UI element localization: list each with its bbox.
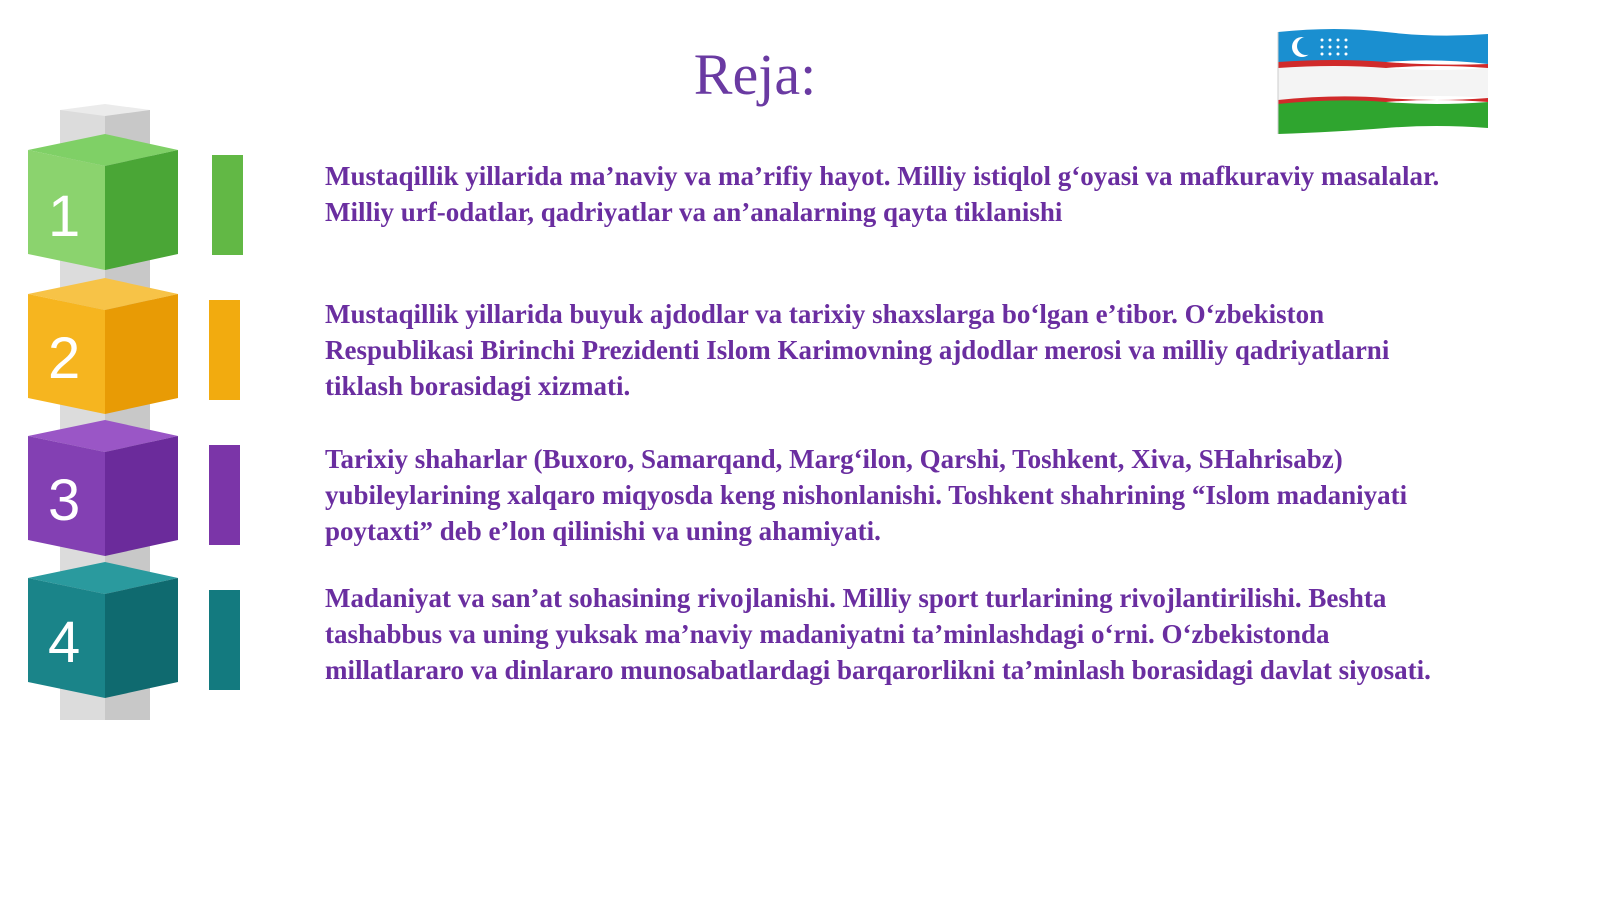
cube-2 bbox=[28, 278, 178, 414]
cube-number-3: 3 bbox=[48, 468, 81, 533]
accent-bar-3 bbox=[209, 445, 240, 545]
cube-4 bbox=[28, 562, 178, 698]
slide-title: Reja: bbox=[693, 42, 817, 107]
uzbekistan-flag-icon bbox=[1276, 28, 1490, 136]
accent-bar-4 bbox=[209, 590, 240, 690]
cube-number-2: 2 bbox=[48, 326, 81, 391]
plan-item-4: Madaniyat va san’at sohasining rivojlanishi. Milliy sport turlarining rivojlantirilishi. Beshta tashabbus va uning yuksak ma’naviy madaniyatni ta’minlashdagi o‘rni. O‘zbekistonda millatlararo va dinlararo munosabatlardagi barqarorlikni ta’minlash borasidagi davlat siyosati. bbox=[325, 583, 1431, 685]
accent-bar-1 bbox=[212, 155, 243, 255]
plan-item-3: Tarixiy shaharlar (Buxoro, Samarqand, Marg‘ilon, Qarshi, Toshkent, Xiva, SHahrisabz) yubileylarining xalqaro miqyosda keng nishonlanishi. Toshkent shahrining “Islom madaniyati poytaxti” deb e’lon qilinishi va uning ahamiyati. bbox=[325, 444, 1408, 546]
accent-bar-2 bbox=[209, 300, 240, 400]
plan-item-2: Mustaqillik yillarida buyuk ajdodlar va tarixiy shaxslarga bo‘lgan e’tibor. O‘zbekiston Respublikasi Birinchi Prezidenti Islom Karimovning ajdodlar merosi va milliy qadriyatlarni tiklash borasidagi xizmati. bbox=[325, 299, 1390, 401]
cube-1 bbox=[28, 134, 178, 270]
cube-3 bbox=[28, 420, 178, 556]
cube-number-4: 4 bbox=[48, 610, 81, 675]
plan-item-1: Mustaqillik yillarida ma’naviy va ma’rifiy hayot. Milliy istiqlol g‘oyasi va mafkuraviy masalalar. Milliy urf-odatlar, qadriyatlar va an’analarning qayta tiklanishi bbox=[325, 161, 1440, 227]
numbered-cube-stack bbox=[28, 104, 190, 730]
cube-number-1: 1 bbox=[48, 184, 81, 249]
